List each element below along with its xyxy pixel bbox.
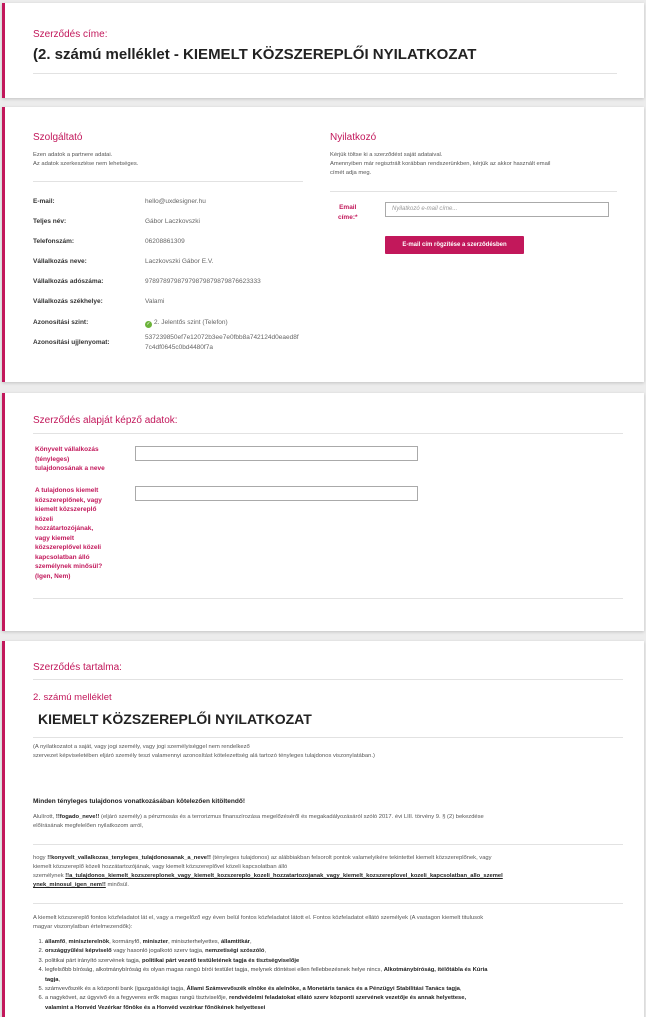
provider-row-label: Vállalkozás székhelye:	[33, 298, 103, 305]
paragraph-3	[33, 914, 623, 932]
paragraph-2	[33, 854, 623, 890]
provider-desc-line2: Az adatok szerkesztése nem lehetséges.	[33, 161, 139, 167]
label-line: (Igen, Nem)	[35, 572, 71, 580]
list-text: miniszter	[142, 939, 169, 945]
list-item	[45, 994, 623, 1013]
list-text: országgyűlési képviselő	[45, 948, 112, 955]
list-text: rendvédelmi feladatokat ellátó szerv központi szervének vezetője és annak helyettese,	[228, 995, 467, 1002]
list-item	[45, 957, 623, 966]
label-line: hozzátartozójának,	[35, 525, 94, 532]
list-text: államfő	[45, 939, 66, 945]
list-text: miniszterelnök	[68, 939, 110, 945]
declarant-desc-line2: Amennyiben már regisztrált korábban rendszerünkben, kérjük az akkor használt email	[330, 161, 551, 167]
email-label-line1: Email	[339, 204, 357, 211]
list-item	[45, 966, 623, 985]
parties-card	[2, 107, 644, 382]
provider-row-value	[145, 319, 228, 328]
check-icon: ✓	[146, 321, 151, 327]
mandatory-note: Minden tényleges tulajdonos vonatkozásában kötelezően kitöltendő!	[33, 798, 246, 805]
public-function-list	[33, 938, 623, 1013]
content-title: Szerződés tartalma:	[33, 662, 122, 673]
list-text: ,	[65, 939, 69, 945]
p1-d: előírásának megfelelően nyilatkozom arról,	[33, 823, 144, 829]
p2-e: személynek	[33, 873, 64, 879]
paragraph-1	[33, 813, 623, 831]
list-text: ,	[264, 948, 267, 955]
provider-row-value: 06208861309	[145, 238, 185, 245]
p2-d: kiemelt közszereplő közeli hozzátartozójának, vagy kiemelt közszereplővel közeli kapcsolatban álló	[33, 864, 288, 870]
list-text: ,	[249, 939, 252, 945]
public-figure-label	[35, 486, 130, 581]
provider-row-label: Telefonszám:	[33, 238, 75, 245]
intro-line2: szervezet képviseletében eljáró személy teszi valamennyi azonosítást kötelezettség alá tartozó tényleges tulajdonos viszonylatában.)	[33, 753, 375, 759]
label-line: tulajdonosának a neve	[35, 465, 105, 472]
provider-row-label: Azonosítási ujjlenyomat:	[33, 339, 110, 346]
list-item	[45, 947, 623, 956]
annex-label: 2. számú melléklet	[33, 692, 112, 703]
contract-title-label: Szerződés címe:	[33, 29, 108, 40]
list-text: , kormányfő,	[109, 939, 143, 945]
email-label	[338, 203, 358, 222]
p2-g: ynek_minosul_igen_nem!!	[33, 882, 106, 888]
provider-row-value-text: 2. Jelentős szint (Telefon)	[154, 319, 228, 326]
p2-c: (tényleges tulajdonos) az alábbiakban felsorolt pontok valamelyikére tekintettel kiemelt közszereplőnek, vagy	[212, 855, 492, 861]
list-item	[45, 985, 623, 994]
provider-row-label: Azonosítási szint:	[33, 319, 89, 326]
list-text: Állami Számvevőszék elnöke és alelnöke, a Monetáris tanács és a Pénzügyi Stabilitási Tanács tagja	[186, 986, 460, 993]
list-text: tagja	[45, 976, 59, 983]
declarant-email-input[interactable]: Nyilatkozó e-mail címe...	[385, 202, 609, 217]
p2-b: !!konyvelt_vallalkozas_tenyleges_tulajdonosanak_a_neve!!	[47, 855, 211, 861]
fingerprint-line1: 537239850ef7e12072b3ee7e0fbb8a742124d0eaed8f	[145, 334, 299, 341]
list-text: , miniszterhelyettes,	[168, 939, 221, 945]
provider-row-value: hello@uxdesigner.hu	[145, 198, 206, 205]
provider-desc-line1: Ezen adatok a partnere adatai.	[33, 152, 113, 158]
provider-row-value: 97897897987979879879879876623333	[145, 278, 261, 285]
provider-row-value: Laczkovszki Gábor E.V.	[145, 258, 214, 265]
label-line: kapcsolatban álló	[35, 553, 90, 561]
provider-row-label: Vállalkozás adószáma:	[33, 278, 104, 285]
save-email-button[interactable]: E-mail cím rögzítése a szerződésben	[385, 236, 524, 254]
intro-line1: (A nyilatkozatot a saját, vagy jogi személy, vagy jogi személyiséggel nem rendelkező	[33, 744, 250, 750]
provider-row-value: Valami	[145, 298, 165, 305]
p1-c: (eljáró személy) a pénzmosás és a terrorizmus finanszírozása megelőzéséről és megakadályozásáról szóló 2017. évi LIII. törvény 9. § (2) bekezdése	[101, 814, 484, 820]
label-line: kiemelt közszereplő	[35, 506, 97, 513]
provider-title: Szolgáltató	[33, 132, 83, 143]
label-line: (tényleges)	[35, 455, 70, 463]
list-text: számvevőszék és a központi bank (igazgatósági tagja,	[45, 986, 187, 993]
owner-name-input[interactable]	[135, 446, 418, 461]
list-text: vagy hasonló jogalkotó szerv tagja,	[111, 948, 206, 955]
list-text: a nagykövet, az ügyvivő és a fegyveres erők magas rangú tisztviselője,	[45, 995, 229, 1002]
label-line: közszereplővel közeli	[35, 544, 102, 551]
p2-h: minősül.	[107, 882, 130, 888]
contract-content-card	[2, 641, 644, 1017]
p3-line1: A kiemelt közszereplő fontos közfeladatot lát el, vagy a megelőző egy éven belül fontos közfeladatot látott el. Fontos közfeladatot ellátó személyek (A vastagon kiemelt titulusok	[33, 915, 484, 921]
intro-text	[33, 743, 623, 761]
label-line: személynek minősül?	[35, 563, 103, 570]
contract-title: (2. számú melléklet - KIEMELT KÖZSZEREPLŐI NYILATKOZAT	[33, 46, 477, 63]
list-text: legfelsőbb bíróság, alkotmánybíróság és olyan magas rangú bírói testület tagja, melynek döntései ellen fellebbezésnek helye nincs,	[45, 967, 384, 974]
p2-f: !!a_tulajdonos_kiemelt_kozszereplonek_vagy_kiemelt_kozszereplo_kozeli_hozzatartozojanak_vagy_kiemelt_kozszereplovel_kozeli_kapcsolatban_allo_szemel	[65, 873, 503, 879]
list-text: államtitkár	[220, 939, 250, 945]
public-figure-input[interactable]	[135, 486, 418, 501]
declarant-desc-line1: Kérjük töltse ki a szerződést saját adataival.	[330, 152, 443, 158]
declarant-title: Nyilatkozó	[330, 132, 377, 143]
contract-basis-card	[2, 393, 644, 631]
provider-row-label: Teljes név:	[33, 218, 67, 225]
list-text: politikai párt vezető testületének tagja és tisztségviselője	[142, 957, 300, 964]
content-heading: KIEMELT KÖZSZEREPLŐI NYILATKOZAT	[38, 711, 312, 727]
label-line: vagy kiemelt	[35, 534, 75, 542]
email-label-line2: címe:*	[338, 213, 358, 221]
list-text: ,	[58, 976, 61, 983]
provider-row-label: Vállalkozás neve:	[33, 258, 87, 265]
p1-a: Alulírott,	[33, 814, 55, 820]
fingerprint-line2: 7c4df0645c0bd4480f7a	[145, 343, 213, 351]
declarant-desc-line3: címét adja meg.	[330, 170, 372, 176]
list-text: politikai párt irányító szervének tagja,	[45, 957, 142, 964]
list-text: ,	[459, 986, 462, 993]
label-line: közeli	[35, 515, 54, 523]
list-text: nemzetiségi szószóló	[205, 948, 265, 955]
label-line: közszereplőnek, vagy	[35, 496, 102, 504]
declarant-desc	[330, 151, 620, 178]
p1-b: !!fogado_neve!!	[55, 814, 100, 820]
basis-title: Szerződés alapját képző adatok:	[33, 415, 178, 426]
label-line: Könyvelt vállalkozás	[35, 446, 99, 453]
list-text: valamint a Honvéd Vezérkar főnöke és a Honvéd vezérkar főnökének helyettesei	[45, 1004, 266, 1011]
list-item	[45, 938, 623, 947]
p3-line2: magyar viszonylatban értelmezendők):	[33, 924, 133, 930]
provider-row-value: Gábor Laczkovszki	[145, 218, 200, 225]
provider-row-label: E-mail:	[33, 198, 55, 205]
contract-title-card	[2, 3, 644, 98]
provider-row-value	[145, 333, 299, 352]
provider-desc	[33, 151, 138, 169]
label-line: A tulajdonos kiemelt	[35, 487, 99, 494]
p2-a: hogy	[33, 855, 46, 861]
owner-name-label	[35, 445, 130, 474]
list-text: Alkotmánybíróság, ítélőtábla és Kúria	[383, 967, 488, 974]
